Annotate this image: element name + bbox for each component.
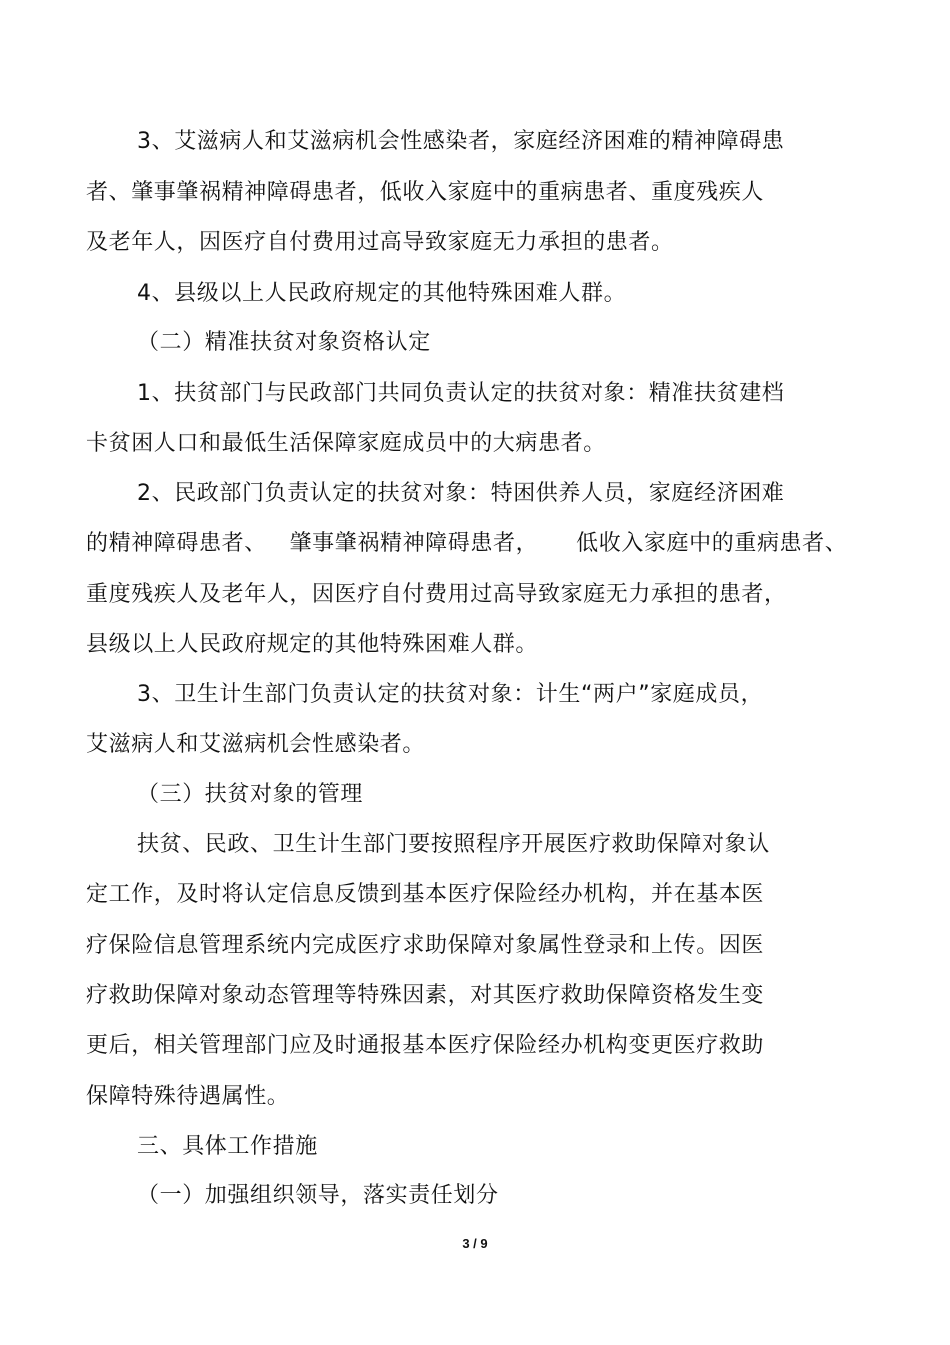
text-line: 4、县级以上人民政府规定的其他特殊困难人群。 bbox=[137, 281, 627, 306]
text-line: 3、卫生计生部门负责认定的扶贫对象：计生“两户”家庭成员， bbox=[137, 682, 764, 707]
text-line: 者、肇事肇祸精神障碍患者，低收入家庭中的重病患者、重度残疾人 bbox=[86, 180, 765, 205]
text-line: 重度残疾人及老年人，因医疗自付费用过高导致家庭无力承担的患者， bbox=[86, 582, 787, 607]
text-line: 卡贫困人口和最低生活保障家庭成员中的大病患者。 bbox=[86, 431, 606, 456]
text-line: 艾滋病人和艾滋病机会性感染者。 bbox=[86, 732, 426, 757]
text-line: 及老年人，因医疗自付费用过高导致家庭无力承担的患者。 bbox=[86, 230, 674, 255]
text-line: 疗救助保障对象动态管理等特殊因素，对其医疗救助保障资格发生变 bbox=[86, 983, 765, 1008]
page-number: 3 / 9 bbox=[462, 1236, 488, 1251]
text-line: 更后，相关管理部门应及时通报基本医疗保险经办机构变更医疗救助 bbox=[86, 1033, 765, 1058]
text-line: 的精神障碍患者、 肇事肇祸精神障碍患者， 低收入家庭中的重病患者、 bbox=[86, 531, 848, 556]
section-heading: （二）精准扶贫对象资格认定 bbox=[137, 330, 431, 355]
text-line: 扶贫、民政、卫生计生部门要按照程序开展医疗救助保障对象认 bbox=[137, 832, 770, 857]
text-line: 3、艾滋病人和艾滋病机会性感染者，家庭经济困难的精神障碍患 bbox=[137, 129, 785, 154]
text-line: 定工作，及时将认定信息反馈到基本医疗保险经办机构，并在基本医 bbox=[86, 882, 765, 907]
section-heading: （三）扶贫对象的管理 bbox=[137, 782, 364, 807]
section-heading: 三、具体工作措施 bbox=[137, 1134, 318, 1159]
text-line: 2、民政部门负责认定的扶贫对象：特困供养人员，家庭经济困难 bbox=[137, 481, 785, 506]
text-line: 1、扶贫部门与民政部门共同负责认定的扶贫对象：精准扶贫建档 bbox=[137, 381, 785, 406]
text-line: 保障特殊待遇属性。 bbox=[86, 1084, 290, 1109]
text-line: 县级以上人民政府规定的其他特殊困难人群。 bbox=[86, 632, 539, 657]
section-heading: （一）加强组织领导，落实责任划分 bbox=[137, 1183, 499, 1208]
text-line: 疗保险信息管理系统内完成医疗求助保障对象属性登录和上传。因医 bbox=[86, 933, 765, 958]
